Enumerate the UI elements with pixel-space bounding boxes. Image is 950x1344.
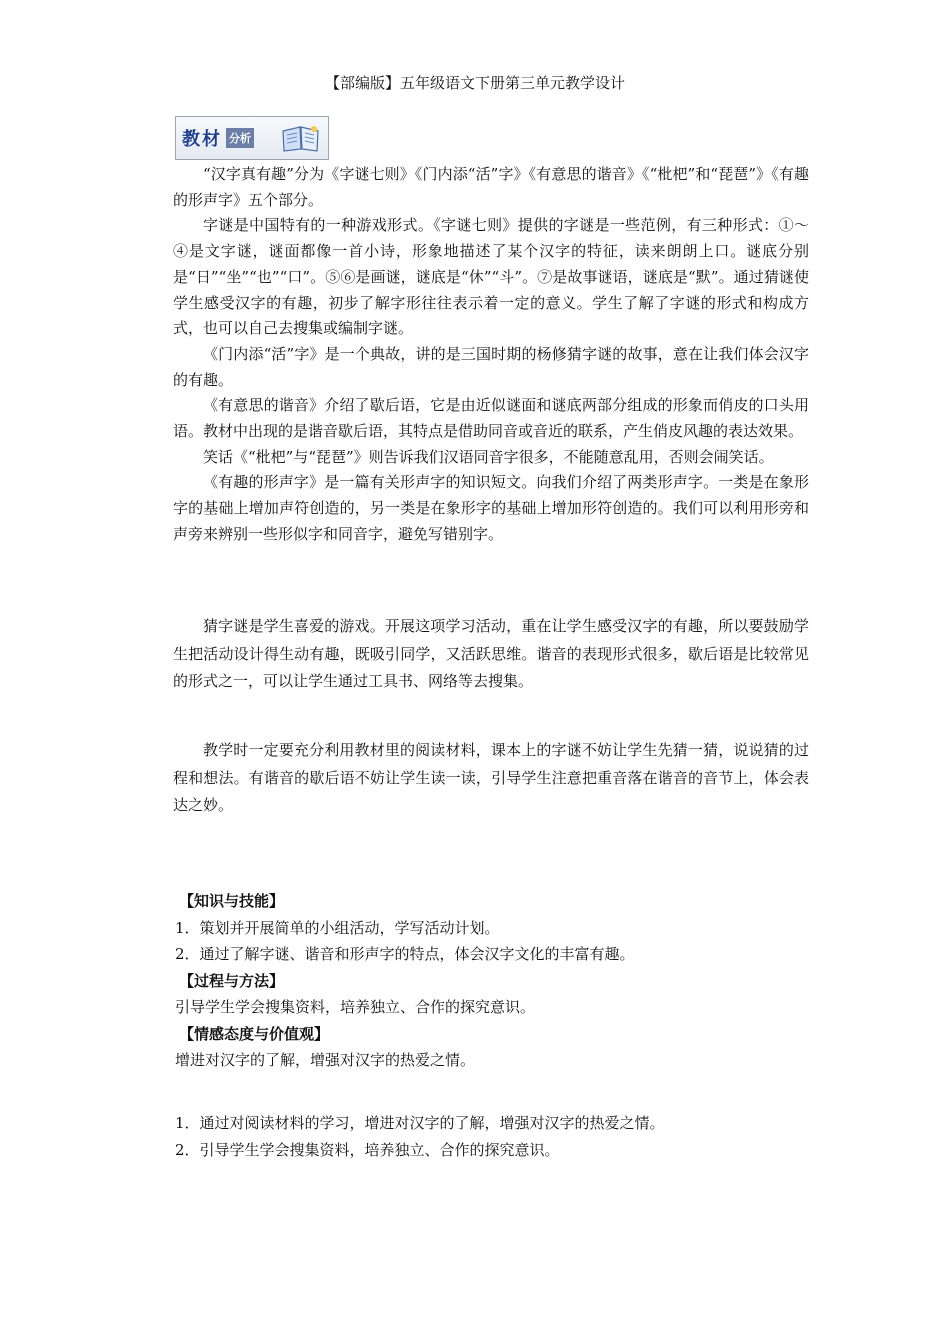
analysis-paragraph-3: 《门内添“活”字》是一个典故，讲的是三国时期的杨修猜字谜的故事，意在让我们体会汉字的有趣。 <box>173 344 809 389</box>
key-point-2: 2．引导学生学会搜集资料，培养独立、合作的探究意识。 <box>175 1140 560 1159</box>
design-note-paragraph: 猜字谜是学生喜爱的游戏。开展这项学习活动，重在让学生感受汉字的有趣，所以要鼓励学生把活动设计得生动有趣，既吸引同学，又活跃思维。谐音的表现形式很多，歇后语是比较常见的形式之一，可以让学生通过工具书、网络等去搜集。 <box>173 617 809 690</box>
section-badge-textbook-analysis <box>175 116 329 160</box>
knowledge-item-2: 2．通过了解字谜、谐音和形声字的特点，体会汉字文化的丰富有趣。 <box>175 945 635 963</box>
key-point-1: 1．通过对阅读材料的学习，增进对汉字的了解，增强对汉字的热爱之情。 <box>175 1114 665 1132</box>
process-methods-text: 引导学生学会搜集资料，培养独立、合作的探究意识。 <box>175 998 536 1016</box>
knowledge-skills-heading: 【知识与技能】 <box>179 892 285 910</box>
knowledge-item-1: 1．策划并开展简单的小组活动，学写活动计划。 <box>175 918 500 937</box>
teaching-objectives-section <box>173 888 809 1074</box>
process-methods-heading: 【过程与方法】 <box>179 971 285 990</box>
book-icon <box>280 123 322 157</box>
analysis-paragraph-6: 《有趣的形声字》是一篇有关形声字的知识短文。向我们介绍了两类形声字。一类是在象形字的基础上增加声符创造的，另一类是在象形字的基础上增加形符创造的。我们可以利用形旁和声旁来辨别一些形似字和同音字，避免写错别字。 <box>173 473 809 543</box>
badge-char-1: 教 <box>182 129 200 150</box>
design-note-section <box>173 613 809 696</box>
teaching-tip-paragraph: 教学时一定要充分利用教材里的阅读材料，课本上的字谜不妨让学生先猜一猜，说说猜的过程和想法。有谐音的歇后语不妨让学生读一读，引导学生注意把重音落在谐音的音节上，体会表达之妙。 <box>173 741 809 814</box>
analysis-paragraph-2: 字谜是中国特有的一种游戏形式。《字谜七则》提供的字谜是一些范例，有三种形式：①～④是文字谜，谜面都像一首小诗，形象地描述了某个汉字的特征，读来朗朗上口。谜底分别是“日”“坐”“也”“口”。⑤⑥是画谜，谜底是“休”“斗”。⑦是故事谜语，谜底是“默”。通过猜谜使学生感受汉字的有趣，初步了解字形往往表示着一定的意义。学生了解了字谜的形式和构成方式，也可以自己去搜集或编制字谜。 <box>173 216 809 338</box>
document-title: 【部编版】五年级语文下册第三单元教学设计 <box>324 74 625 92</box>
emotion-values-heading: 【情感态度与价值观】 <box>179 1024 330 1043</box>
key-points-section <box>173 1110 809 1163</box>
textbook-analysis-section <box>173 162 809 548</box>
analysis-paragraph-4: 《有意思的谐音》介绍了歇后语，它是由近似谜面和谜底两部分组成的形象而俏皮的口头用语。教材中出现的是谐音歇后语，其特点是借助同音或音近的联系，产生俏皮风趣的表达效果。 <box>173 396 809 441</box>
badge-char-2: 材 <box>202 129 220 150</box>
analysis-paragraph-5: 笑话《“枇杷”与“琵琶”》则告诉我们汉语同音字很多，不能随意乱用，否则会闹笑话。 <box>203 447 774 466</box>
emotion-values-text: 增进对汉字的了解，增强对汉字的热爱之情。 <box>175 1051 476 1069</box>
analysis-paragraph-1: “汉字真有趣”分为《字谜七则》《门内添“活”字》《有意思的谐音》《“枇杷”和“琵琶”》《有趣的形声字》五个部分。 <box>173 165 809 209</box>
teaching-tip-section <box>173 737 809 820</box>
badge-char-3: 分析 <box>226 128 254 148</box>
